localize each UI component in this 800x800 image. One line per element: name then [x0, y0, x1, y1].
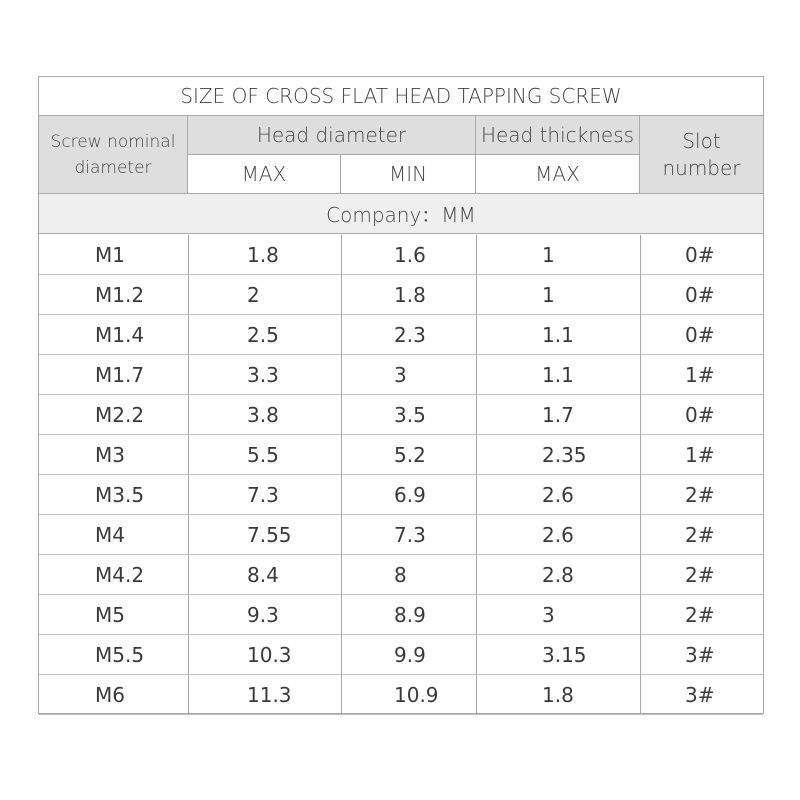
cell-thickness: 1.7	[542, 402, 574, 427]
cell-head-max: 1.8	[247, 242, 279, 267]
cell-head-max: 9.3	[247, 602, 279, 627]
cell-size: M1	[95, 242, 125, 267]
cell-size: M1.4	[95, 322, 145, 347]
cell-size: M1.2	[95, 282, 145, 307]
header-slot-number	[640, 116, 763, 194]
table-row	[39, 235, 763, 275]
cell-head-min: 8	[394, 562, 407, 587]
cell-size: M6	[95, 682, 125, 707]
cell-slot: 2#	[685, 562, 715, 587]
header-slot-line1: Slot	[682, 128, 721, 153]
cell-head-max: 2.5	[247, 322, 279, 347]
cell-head-min: 10.9	[394, 682, 439, 707]
column-divider	[341, 235, 342, 713]
table-row	[39, 515, 763, 555]
subheader-max: MAX	[188, 155, 341, 194]
cell-head-min: 8.9	[394, 602, 426, 627]
table-title: SIZE OF CROSS FLAT HEAD TAPPING SCREW	[39, 77, 763, 116]
cell-head-max: 3.8	[247, 402, 279, 427]
header-head-diameter: Head diameter	[188, 116, 476, 155]
cell-thickness: 1.1	[542, 362, 574, 387]
cell-size: M2.2	[95, 402, 145, 427]
cell-head-min: 2.3	[394, 322, 426, 347]
table-row	[39, 395, 763, 435]
cell-size: M4.2	[95, 562, 145, 587]
cell-head-min: 3.5	[394, 402, 426, 427]
table-row	[39, 275, 763, 315]
cell-head-max: 5.5	[247, 442, 279, 467]
header-screw-nominal-diameter	[39, 116, 188, 194]
table-row	[39, 475, 763, 515]
cell-thickness: 1.8	[542, 682, 574, 707]
table-row	[39, 315, 763, 355]
cell-thickness: 2.6	[542, 482, 574, 507]
header-slot-line2: number	[662, 155, 741, 180]
unit-label: Company：MM	[39, 194, 763, 234]
cell-slot: 1#	[685, 362, 715, 387]
column-divider	[640, 235, 641, 713]
cell-head-max: 11.3	[247, 682, 292, 707]
cell-slot: 0#	[685, 282, 715, 307]
cell-slot: 0#	[685, 242, 715, 267]
cell-thickness: 1	[542, 282, 555, 307]
cell-head-min: 1.8	[394, 282, 426, 307]
cell-head-min: 5.2	[394, 442, 426, 467]
cell-thickness: 3.15	[542, 642, 587, 667]
cell-slot: 1#	[685, 442, 715, 467]
cell-head-max: 7.55	[247, 522, 292, 547]
cell-slot: 3#	[685, 682, 715, 707]
subheader-min: MIN	[341, 155, 476, 194]
screw-size-table	[38, 76, 764, 714]
cell-slot: 0#	[685, 402, 715, 427]
cell-head-min: 1.6	[394, 242, 426, 267]
cell-size: M3	[95, 442, 125, 467]
cell-head-min: 6.9	[394, 482, 426, 507]
cell-size: M5.5	[95, 642, 145, 667]
cell-thickness: 2.35	[542, 442, 587, 467]
cell-head-min: 7.3	[394, 522, 426, 547]
table-row	[39, 435, 763, 475]
column-divider	[476, 235, 477, 713]
table-row	[39, 635, 763, 675]
header-nominal-line2: diameter	[74, 157, 152, 178]
cell-thickness: 1	[542, 242, 555, 267]
cell-head-min: 9.9	[394, 642, 426, 667]
table-row	[39, 355, 763, 395]
cell-size: M1.7	[95, 362, 145, 387]
cell-thickness: 3	[542, 602, 555, 627]
cell-slot: 2#	[685, 522, 715, 547]
cell-slot: 3#	[685, 642, 715, 667]
cell-head-max: 7.3	[247, 482, 279, 507]
cell-head-max: 3.3	[247, 362, 279, 387]
cell-size: M4	[95, 522, 125, 547]
cell-head-max: 10.3	[247, 642, 292, 667]
column-divider	[188, 235, 189, 713]
table-row	[39, 595, 763, 635]
cell-slot: 0#	[685, 322, 715, 347]
cell-thickness: 2.6	[542, 522, 574, 547]
subheader-thickness-max: MAX	[476, 155, 640, 194]
cell-thickness: 2.8	[542, 562, 574, 587]
table-row	[39, 555, 763, 595]
cell-slot: 2#	[685, 482, 715, 507]
cell-thickness: 1.1	[542, 322, 574, 347]
cell-size: M5	[95, 602, 125, 627]
cell-head-max: 8.4	[247, 562, 279, 587]
cell-slot: 2#	[685, 602, 715, 627]
header-nominal-line1: Screw nominal	[50, 131, 176, 152]
table-row	[39, 675, 763, 715]
cell-size: M3.5	[95, 482, 145, 507]
cell-head-max: 2	[247, 282, 260, 307]
header-head-thickness: Head thickness	[476, 116, 640, 155]
table-body	[39, 235, 763, 713]
cell-head-min: 3	[394, 362, 407, 387]
